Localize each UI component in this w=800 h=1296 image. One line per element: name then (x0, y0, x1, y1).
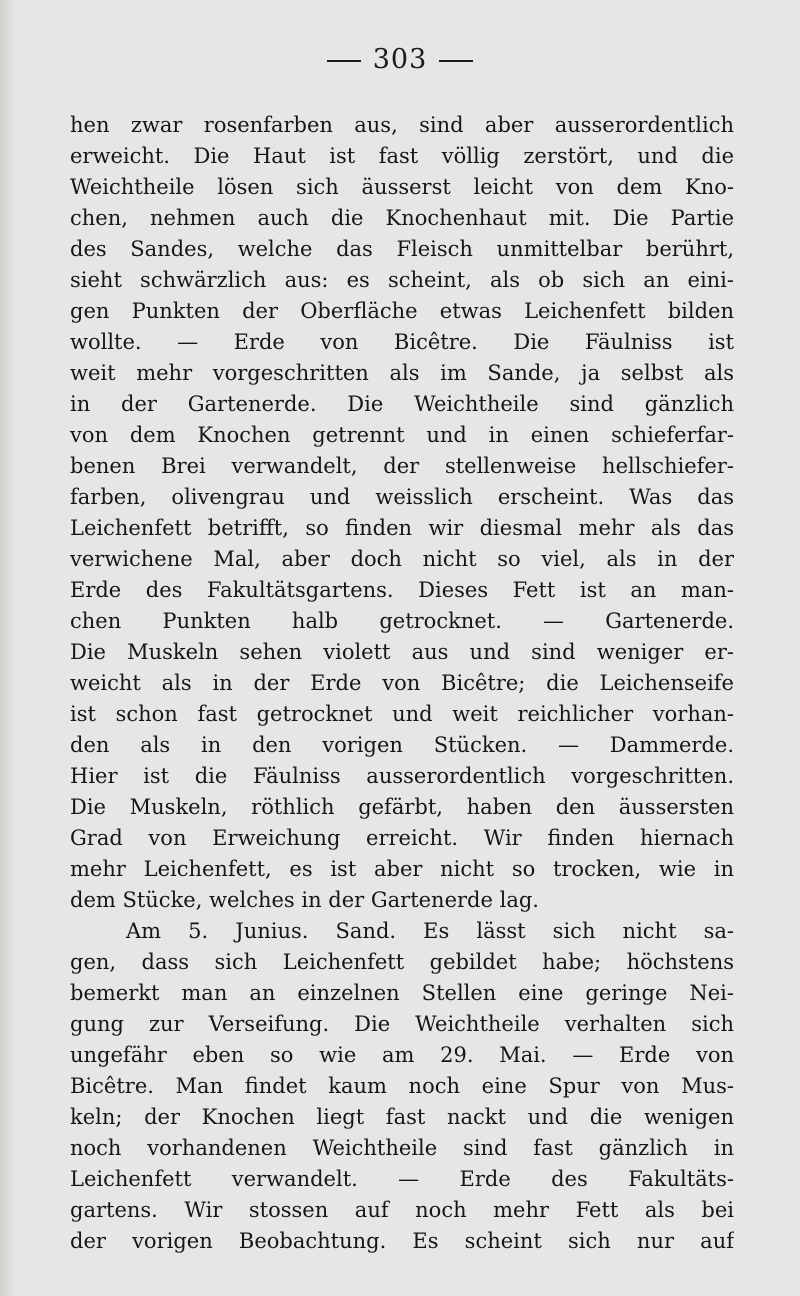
text-line: Die Muskeln sehen violett aus und sind weniger er- (70, 640, 734, 664)
text-line: ungefähr eben so wie am 29. Mai. — Erde von (70, 1043, 734, 1067)
text-line: Leichenfett verwandelt. — Erde des Fakultäts- (70, 1167, 734, 1191)
text-line: wollte. — Erde von Bicêtre. Die Fäulniss ist (70, 330, 734, 354)
text-line: dem Stücke, welches in der Gartenerde lag. (70, 888, 539, 912)
text-line: Grad von Erweichung erreicht. Wir finden hiernach (70, 826, 734, 850)
text-line: Bicêtre. Man findet kaum noch eine Spur von Mus- (70, 1074, 734, 1098)
text-line: weit mehr vorgeschritten als im Sande, ja selbst als (70, 361, 734, 385)
text-line: gen Punkten der Oberfläche etwas Leichenfett bilden (70, 299, 734, 323)
page-number: 303 (372, 44, 428, 75)
text-line: farben, olivengrau und weisslich erscheint. Was das (70, 485, 734, 509)
text-line: Die Muskeln, röthlich gefärbt, haben den äussersten (70, 795, 734, 819)
body-text (70, 110, 734, 1257)
text-line: noch vorhandenen Weichtheile sind fast gänzlich in (70, 1136, 734, 1160)
text-line: in der Gartenerde. Die Weichtheile sind gänzlich (70, 392, 734, 416)
text-line: gung zur Verseifung. Die Weichtheile verhalten sich (70, 1012, 734, 1036)
text-line: chen, nehmen auch die Knochenhaut mit. Die Partie (70, 206, 734, 230)
text-line: Am 5. Junius. Sand. Es lässt sich nicht sa- (126, 919, 734, 943)
text-line: von dem Knochen getrennt und in einen schieferfar- (70, 423, 734, 447)
text-line: benen Brei verwandelt, der stellenweise hellschiefer- (70, 454, 734, 478)
text-line: Weichtheile lösen sich äusserst leicht von dem Kno- (70, 175, 734, 199)
text-line: mehr Leichenfett, es ist aber nicht so trocken, wie in (70, 857, 734, 881)
text-line: Hier ist die Fäulniss ausserordentlich vorgeschritten. (70, 764, 734, 788)
text-line: den als in den vorigen Stücken. — Dammerde. (70, 733, 734, 757)
text-line: keln; der Knochen liegt fast nackt und die wenigen (70, 1105, 734, 1129)
text-line: gen, dass sich Leichenfett gebildet habe; höchstens (70, 950, 734, 974)
text-line: der vorigen Beobachtung. Es scheint sich nur auf (70, 1229, 734, 1253)
text-line: erweicht. Die Haut ist fast völlig zerstört, und die (70, 144, 734, 168)
text-line: gartens. Wir stossen auf noch mehr Fett als bei (70, 1198, 734, 1222)
header-dash-right (439, 60, 473, 62)
text-line: bemerkt man an einzelnen Stellen eine geringe Nei- (70, 981, 734, 1005)
text-line: verwichene Mal, aber doch nicht so viel, als in der (70, 547, 734, 571)
text-line: ist schon fast getrocknet und weit reichlicher vorhan- (70, 702, 734, 726)
header-dash-left (327, 60, 361, 62)
text-line: des Sandes, welche das Fleisch unmittelbar berührt, (70, 237, 734, 261)
text-line: Leichenfett betrifft, so finden wir diesmal mehr als das (70, 516, 734, 540)
text-line: hen zwar rosenfarben aus, sind aber ausserordentlich (70, 113, 734, 137)
page-header (0, 44, 800, 75)
text-line: weicht als in der Erde von Bicêtre; die Leichenseife (70, 671, 734, 695)
text-line: chen Punkten halb getrocknet. — Gartenerde. (70, 609, 734, 633)
text-line: Erde des Fakultätsgartens. Dieses Fett ist an man- (70, 578, 734, 602)
text-line: sieht schwärzlich aus: es scheint, als ob sich an eini- (70, 268, 734, 292)
